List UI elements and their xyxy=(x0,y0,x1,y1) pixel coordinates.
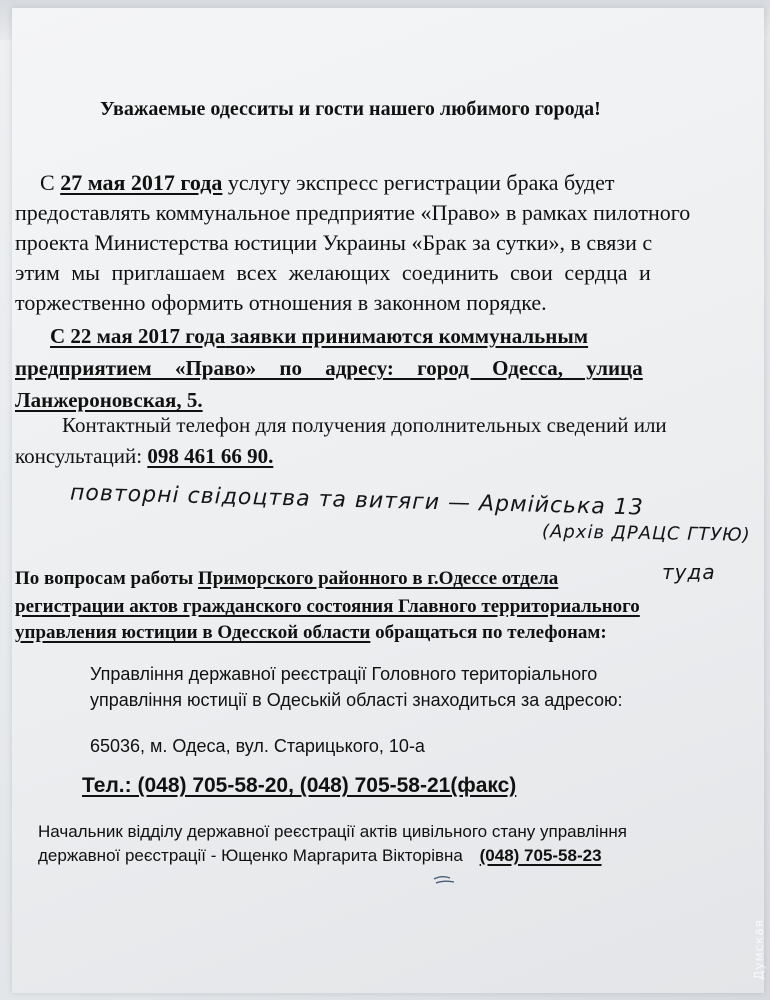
para2-line1 xyxy=(50,324,588,349)
notice-heading: Уважаемые одесситы и гости нашего любимого города! xyxy=(100,98,601,120)
ink-scribble xyxy=(432,874,458,888)
questions-line3-underlined: управления юстиции в Одесской области xyxy=(15,622,371,643)
handwritten-note-line2: (Архів ДРАЦС ГТУЮ) xyxy=(541,521,751,546)
contact-phone: 098 461 66 90. xyxy=(147,444,274,468)
handwritten-note-line1: повторні свідоцтва та витяги — Армійська 13 xyxy=(69,480,645,521)
ua-line1: Управління державної реєстрації Головного територіального xyxy=(90,664,598,684)
ua-phones: Тел.: (048) 705-58-20, (048) 705-58-21(факс) xyxy=(82,774,517,797)
notice-sheet xyxy=(12,8,764,993)
para2-line1-rest: заявки принимаются коммунальным xyxy=(225,324,589,348)
para1-line3: проекта Министерства юстиции Украины «Брак за сутки», в связи с xyxy=(15,230,653,255)
para1-line1 xyxy=(40,170,750,196)
questions-lead: По вопросам работы xyxy=(15,568,199,589)
chief-line1: Начальник відділу державної реєстрації актів цивільного стану управління xyxy=(38,822,627,841)
para1-date: 27 мая 2017 года xyxy=(60,170,223,195)
para2-date: С 22 мая 2017 года xyxy=(50,324,226,348)
questions-line1 xyxy=(15,568,558,590)
chief-phone: (048) 705-58-23 xyxy=(479,846,602,865)
para1-lead: С xyxy=(40,170,61,195)
chief-line2 xyxy=(38,846,602,866)
questions-line3 xyxy=(15,622,607,644)
para1-line2: предоставлять коммунальное предприятие «Право» в рамках пилотного xyxy=(15,200,691,225)
para1-line1-rest: услугу экспресс регистрации брака будет xyxy=(222,170,615,195)
questions-line2: регистрации актов гражданского состояния Главного территориального xyxy=(15,596,640,617)
para2-line3: Ланжероновская, 5. xyxy=(15,388,203,412)
para1-line4: этим мы приглашаем всех желающих соединить свои сердца и xyxy=(15,260,651,285)
questions-line3-rest: обращаться по телефонам: xyxy=(370,622,607,643)
contact-line2 xyxy=(15,444,273,469)
handwritten-note-line3: тудa xyxy=(662,560,716,584)
questions-dept: Приморского районного в г.Одессе отдела xyxy=(198,568,559,589)
ua-line2: управління юстиції в Одеській області знаходиться за адресою: xyxy=(90,690,623,710)
watermark-text: Думская xyxy=(752,919,766,980)
para1-line5: торжественно оформить отношения в законном порядке. xyxy=(15,290,547,315)
chief-name: державної реєстрації - Ющенко Маргарита Вікторівна xyxy=(38,846,463,865)
ua-address: 65036, м. Одеса, вул. Старицького, 10-а xyxy=(90,736,425,756)
contact-line1: Контактный телефон для получения дополнительных сведений или xyxy=(62,413,667,437)
contact-label: консультаций: xyxy=(15,444,148,468)
para2-line2: предприятием «Право» по адресу: город Одесса, улица xyxy=(15,356,643,380)
